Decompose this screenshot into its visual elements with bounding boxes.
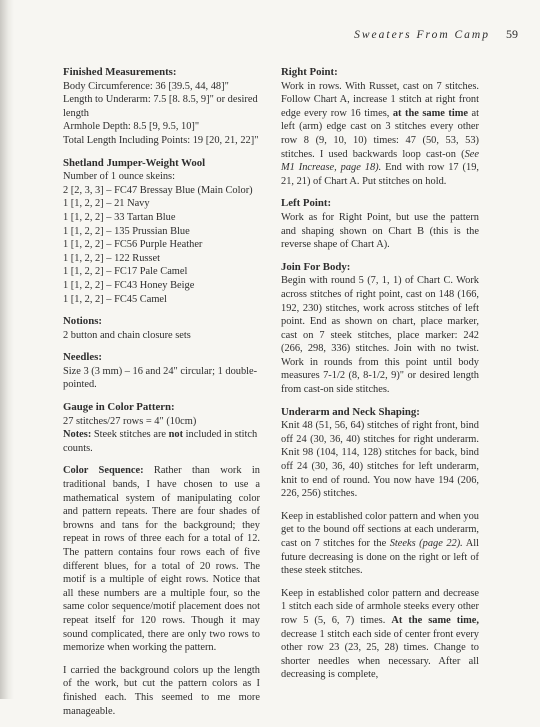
- notions-line: 2 button and chain closure sets: [63, 329, 191, 341]
- left-point-heading: Left Point:: [281, 197, 332, 210]
- right-point-section: [281, 66, 479, 188]
- running-header: [354, 27, 518, 42]
- needles-line: Size 3 (3 mm) – 16 and 24" circular; 1 double-: [63, 365, 258, 377]
- color-sequence-paragraph: [63, 464, 260, 654]
- keep-text: Keep in established color pattern and when you get to the bound off sections at each underarm, cast on 7 stitches for the: [281, 510, 479, 549]
- join-body-heading: Join For Body:: [281, 260, 351, 273]
- keep-text: Keep in established color pattern and decrease 1 stitch each side of armhole steeks every other row 5 (5, 6, 7) times.: [281, 587, 479, 626]
- keep-text: All future decreasing is done on the right or left of these steek stitches.: [281, 538, 479, 577]
- wool-line: Number of 1 ounce skeins:: [63, 171, 175, 183]
- right-point-heading: Right Point:: [281, 66, 338, 78]
- finished-measurements-section: [63, 66, 260, 148]
- gauge-heading: Gauge in Color Pattern:: [63, 401, 175, 414]
- notes-bold: not: [168, 429, 184, 441]
- wool-section: [63, 157, 260, 307]
- finished-line: length: [63, 107, 89, 119]
- color-sequence-section: [63, 464, 260, 654]
- underarm-heading: Underarm and Neck Shaping:: [281, 405, 420, 418]
- needles-line: pointed.: [63, 379, 97, 391]
- right-point-text: Work in rows. With Russet, cast on 7 stitches. Follow Chart A, increase 1 stitch at right front edge every row 16 times,: [281, 80, 479, 119]
- keep-pattern-paragraph-1: [281, 510, 479, 578]
- page-gutter-shadow: [0, 0, 14, 699]
- wool-line: 2 [2, 3, 3] – FC47 Bressay Blue (Main Color): [63, 184, 253, 196]
- wool-line: 1 [1, 2, 2] – 135 Prussian Blue: [63, 225, 190, 237]
- finished-line: Total Length Including Points: 19 [20, 21, 22]": [63, 134, 259, 146]
- left-point-paragraph: Work as for Right Point, but use the pattern and shaping shown on Chart B (this is the reverse shape of Chart A).: [281, 211, 479, 251]
- notes-label: Notes:: [63, 429, 92, 441]
- join-body-paragraph: Begin with round 5 (7, 1, 1) of Chart C. Work across stitches of right point, cast on 148 (166, 192, 230) stitches, work across stitches of left point. End as shown on chart, place marker, cast on 7 steek stitches, place marker: 242 (266, 298, 336) stitches. Join with no twist. Work in rounds from this point until body measures 7-1/2 (8, 8-1/2, 9)" or desired length from cast-on side stitches.: [281, 275, 479, 396]
- underarm-paragraph: Knit 48 (51, 56, 64) stitches of right front, bind off 24 (30, 36, 40) stitches for right underarm. Knit 98 (104, 114, 128) stitches for back, bind off 24 (30, 36, 40) stitches for left underarm, knit to end of round. You now have 194 (206, 226, 256) stitches.: [281, 420, 479, 500]
- wool-line: 1 [1, 2, 2] – FC17 Pale Camel: [63, 266, 188, 278]
- wool-heading: Shetland Jumper-Weight Wool: [63, 156, 206, 169]
- underarm-section: [281, 406, 479, 501]
- notions-heading: Notions:: [63, 315, 102, 328]
- wool-line: 1 [1, 2, 2] – FC43 Honey Beige: [63, 279, 195, 291]
- finished-line: Body Circumference: 36 [39.5, 44, 48]": [63, 80, 229, 92]
- steeks-reference: Steeks (page 22).: [389, 538, 463, 549]
- closing-section: [63, 664, 260, 718]
- closing-paragraph: I carried the background colors up the length of the work, but cut the pattern colors as I finished each. This seemed to me more manageable.: [63, 664, 260, 717]
- needles-heading: Needles:: [63, 351, 102, 364]
- finished-line: Length to Underarm: 7.5 [8. 8.5, 9]" or desired: [63, 94, 258, 106]
- right-point-paragraph: [281, 80, 479, 189]
- notions-section: [63, 315, 260, 342]
- gauge-section: [63, 401, 260, 455]
- left-point-section: [281, 197, 479, 251]
- wool-line: 1 [1, 2, 2] – 21 Navy: [63, 198, 150, 210]
- keep-pattern-section-1: [281, 510, 479, 578]
- notes-text: Steek stitches are: [91, 429, 169, 441]
- right-column: [281, 66, 479, 691]
- color-sequence-label: Color Sequence:: [63, 465, 144, 477]
- page-number: 59: [506, 27, 518, 41]
- keep-text: decrease 1 stitch each side of center front every other row 23 (23, 25, 28) times. Change to shorter needles when necessary. After all decreasing is complete,: [281, 628, 479, 681]
- keep-pattern-section-2: [281, 587, 479, 682]
- right-point-text: End with row 17 (19, 21, 21) of Chart A. Put stitches on hold.: [281, 162, 479, 187]
- notes-text: included in stitch: [183, 429, 258, 441]
- keep-bold: At the same time,: [391, 614, 479, 626]
- join-body-section: [281, 261, 479, 397]
- left-column: [63, 66, 260, 727]
- color-sequence-text: Rather than work in traditional bands, I have chosen to use a mathematical system of manipulating color and pattern repeats. There are four shades of browns and tans for the background; they repeat in rows of three each for a total of 12. The pattern contains four rows each of five different blues, for a total of 20 rows. The motif is a multiple of eight rows. Notice that all these numbers are a multiple four, so the same color sequence/motif placement does not repeat itself for 120 rows. Though it may sound complicated, there are only two rows to memorize when working the pattern.: [63, 465, 260, 654]
- finished-measurements-heading: Finished Measurements:: [63, 66, 177, 78]
- running-header-title: Sweaters From Camp: [354, 29, 490, 41]
- right-point-italic: See M1 Increase, page 18).: [281, 148, 479, 174]
- gauge-line: 27 stitches/27 rows = 4" (10cm): [63, 415, 197, 427]
- needles-section: [63, 351, 260, 392]
- finished-line: Armhole Depth: 8.5 [9, 9.5, 10]": [63, 121, 200, 133]
- wool-line: 1 [1, 2, 2] – 33 Tartan Blue: [63, 211, 176, 223]
- wool-line: 1 [1, 2, 2] – FC56 Purple Heather: [63, 239, 203, 251]
- wool-line: 1 [1, 2, 2] – 122 Russet: [63, 252, 160, 264]
- keep-pattern-paragraph-2: [281, 587, 479, 682]
- wool-line: 1 [1, 2, 2] – FC45 Camel: [63, 293, 167, 305]
- right-point-text: at left (arm) edge cast on 3 stitches every other row 8 (9, 10, 10) times: 47 (50, 53, 53) stitches. I used backwards loop cast-on (: [281, 107, 479, 160]
- gauge-notes: [63, 428, 260, 442]
- gauge-notes-line2: counts.: [63, 442, 93, 454]
- right-point-bold: at the same time: [392, 107, 468, 119]
